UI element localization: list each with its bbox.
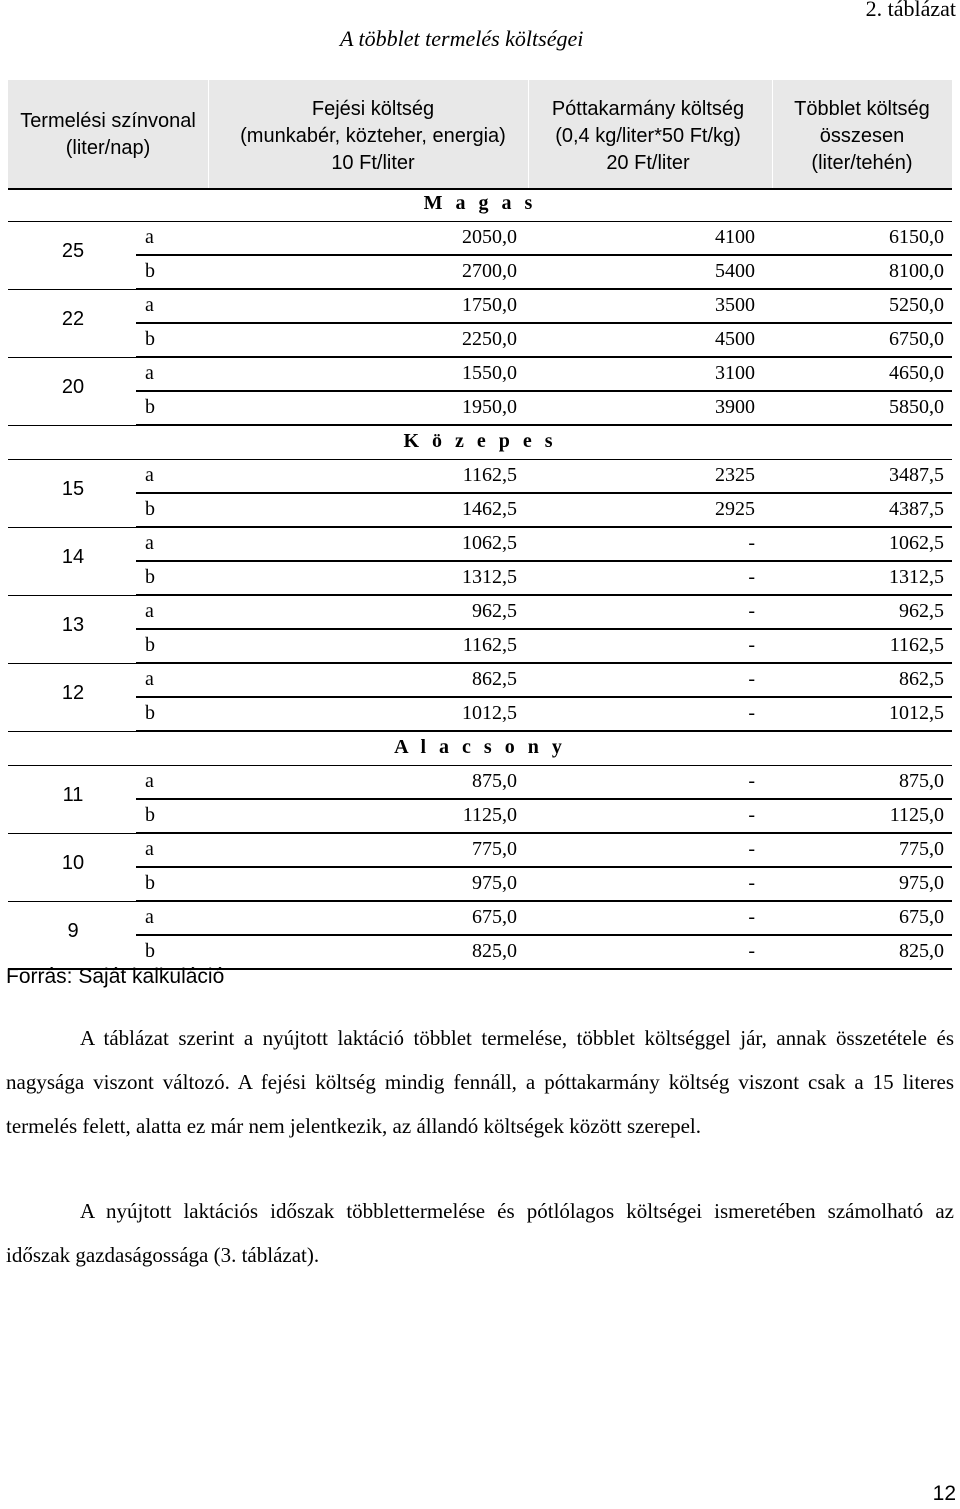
feed-cost-value: -: [748, 668, 755, 690]
production-level: 22: [61, 308, 85, 330]
variant-letter: b: [145, 498, 155, 520]
total-cost-value: 4387,5: [889, 498, 944, 520]
feed-cost-value: 4500: [715, 328, 755, 350]
table-row: [0, 800, 960, 834]
feed-cost-value: 3100: [715, 362, 755, 384]
table-row: [0, 902, 960, 936]
source-note: Forrás: Saját kalkuláció: [6, 965, 225, 988]
section-label: M a g a s: [423, 192, 537, 214]
variant-letter: a: [145, 668, 154, 690]
variant-letter: a: [145, 906, 154, 928]
total-cost-value: 862,5: [899, 668, 944, 690]
feed-cost-value: -: [748, 804, 755, 826]
header-level: Termelési színvonal (liter/nap): [20, 110, 196, 159]
variant-letter: a: [145, 600, 154, 622]
milking-cost-value: 1125,0: [462, 804, 517, 826]
milking-cost-value: 825,0: [472, 940, 517, 962]
total-cost-value: 3487,5: [889, 464, 944, 486]
table-caption: [0, 0, 960, 60]
production-level: 25: [61, 240, 85, 262]
milking-cost-value: 1312,5: [462, 566, 517, 588]
total-cost-value: 1162,5: [889, 634, 944, 656]
total-cost-value: 775,0: [899, 838, 944, 860]
milking-cost-value: 1550,0: [462, 362, 517, 384]
variant-letter: b: [145, 566, 155, 588]
table-row: [0, 562, 960, 596]
variant-letter: b: [145, 328, 155, 350]
milking-cost-value: 2250,0: [462, 328, 517, 350]
table-row: [0, 222, 960, 256]
table-row: [0, 256, 960, 290]
table-header: [8, 80, 952, 190]
variant-letter: a: [145, 770, 154, 792]
total-cost-value: 8100,0: [889, 260, 944, 282]
total-cost-value: 675,0: [899, 906, 944, 928]
milking-cost-value: 775,0: [472, 838, 517, 860]
variant-letter: b: [145, 702, 155, 724]
table-row: [0, 834, 960, 868]
table-row: [0, 290, 960, 324]
variant-letter: b: [145, 634, 155, 656]
feed-cost-value: -: [748, 872, 755, 894]
variant-letter: a: [145, 464, 154, 486]
table-row: [0, 460, 960, 494]
variant-letter: a: [145, 226, 154, 248]
milking-cost-value: 962,5: [472, 600, 517, 622]
table-row: [0, 868, 960, 902]
feed-cost-value: -: [748, 634, 755, 656]
variant-letter: a: [145, 362, 154, 384]
section-header: [0, 732, 960, 766]
total-cost-value: 6150,0: [889, 226, 944, 248]
total-cost-value: 875,0: [899, 770, 944, 792]
variant-letter: b: [145, 260, 155, 282]
feed-cost-value: 3900: [715, 396, 755, 418]
milking-cost-value: 875,0: [472, 770, 517, 792]
milking-cost-value: 675,0: [472, 906, 517, 928]
section-header: [0, 426, 960, 460]
table-row: [0, 698, 960, 732]
table-number: 2. táblázat: [865, 0, 956, 21]
feed-cost-value: -: [748, 532, 755, 554]
total-cost-value: 975,0: [899, 872, 944, 894]
table-row: [0, 324, 960, 358]
variant-letter: b: [145, 872, 155, 894]
table-row: [0, 664, 960, 698]
feed-cost-value: -: [748, 600, 755, 622]
milking-cost-value: 862,5: [472, 668, 517, 690]
table-row: [0, 392, 960, 426]
total-cost-value: 962,5: [899, 600, 944, 622]
production-level: 14: [61, 546, 85, 568]
variant-letter: b: [145, 396, 155, 418]
production-level: 10: [61, 852, 85, 874]
table-row: [0, 630, 960, 664]
header-total-cost: Többlet költség összesen (liter/tehén): [794, 98, 930, 174]
variant-letter: a: [145, 294, 154, 316]
header-feed-cost: Póttakarmány költség (0,4 kg/liter*50 Ft/kg) 20 Ft/liter: [551, 98, 745, 174]
paragraph: A táblázat szerint a nyújtott laktáció többlet termelése, többlet költséggel jár, annak összetétele és nagysága viszont változó. A fejési költség mindig fennáll, a póttakarmány költség viszont csak a 15 literes termelés felett, alatta ez már nem jelentkezik, az állandó költségek között szerepel.: [6, 1026, 954, 1138]
milking-cost-value: 1462,5: [462, 498, 517, 520]
milking-cost-value: 975,0: [472, 872, 517, 894]
feed-cost-value: -: [748, 770, 755, 792]
production-level: 13: [61, 614, 85, 636]
section-label: A l a c s o n y: [394, 736, 566, 758]
page-number: 12: [932, 1482, 956, 1505]
total-cost-value: 1012,5: [889, 702, 944, 724]
total-cost-value: 5250,0: [889, 294, 944, 316]
total-cost-value: 6750,0: [889, 328, 944, 350]
paragraph: A nyújtott laktációs időszak többlettermelése és pótlólagos költségei ismeretében számolható az időszak gazdaságossága (3. táblázat).: [6, 1199, 954, 1267]
table-row: [0, 528, 960, 562]
total-cost-value: 1125,0: [889, 804, 944, 826]
milking-cost-value: 2050,0: [462, 226, 517, 248]
production-level: 20: [61, 376, 85, 398]
table-row: [0, 596, 960, 630]
production-level: 11: [62, 784, 84, 806]
milking-cost-value: 1062,5: [462, 532, 517, 554]
section-label: K ö z e p e s: [403, 430, 557, 452]
feed-cost-value: 3500: [715, 294, 755, 316]
feed-cost-value: 2325: [715, 464, 755, 486]
feed-cost-value: -: [748, 906, 755, 928]
milking-cost-value: 2700,0: [462, 260, 517, 282]
milking-cost-value: 1162,5: [462, 464, 517, 486]
variant-letter: a: [145, 532, 154, 554]
feed-cost-value: -: [748, 940, 755, 962]
table-row: [0, 358, 960, 392]
production-level: 12: [61, 682, 85, 704]
variant-letter: b: [145, 804, 155, 826]
total-cost-value: 825,0: [899, 940, 944, 962]
total-cost-value: 1062,5: [889, 532, 944, 554]
feed-cost-value: -: [748, 838, 755, 860]
table-title: A többlet termelés költségei: [340, 26, 584, 51]
feed-cost-value: 4100: [715, 226, 755, 248]
table-row: [0, 766, 960, 800]
section-header: [0, 188, 960, 222]
milking-cost-value: 1950,0: [462, 396, 517, 418]
variant-letter: b: [145, 940, 155, 962]
feed-cost-value: 5400: [715, 260, 755, 282]
milking-cost-value: 1162,5: [462, 634, 517, 656]
milking-cost-value: 1012,5: [462, 702, 517, 724]
variant-letter: a: [145, 838, 154, 860]
total-cost-value: 1312,5: [889, 566, 944, 588]
production-level: 9: [67, 920, 79, 942]
feed-cost-value: 2925: [715, 498, 755, 520]
header-milking-cost: Fejési költség (munkabér, közteher, energia) 10 Ft/liter: [240, 98, 506, 174]
feed-cost-value: -: [748, 566, 755, 588]
production-level: 15: [61, 478, 85, 500]
total-cost-value: 4650,0: [889, 362, 944, 384]
total-cost-value: 5850,0: [889, 396, 944, 418]
feed-cost-value: -: [748, 702, 755, 724]
table-row: [0, 494, 960, 528]
milking-cost-value: 1750,0: [462, 294, 517, 316]
